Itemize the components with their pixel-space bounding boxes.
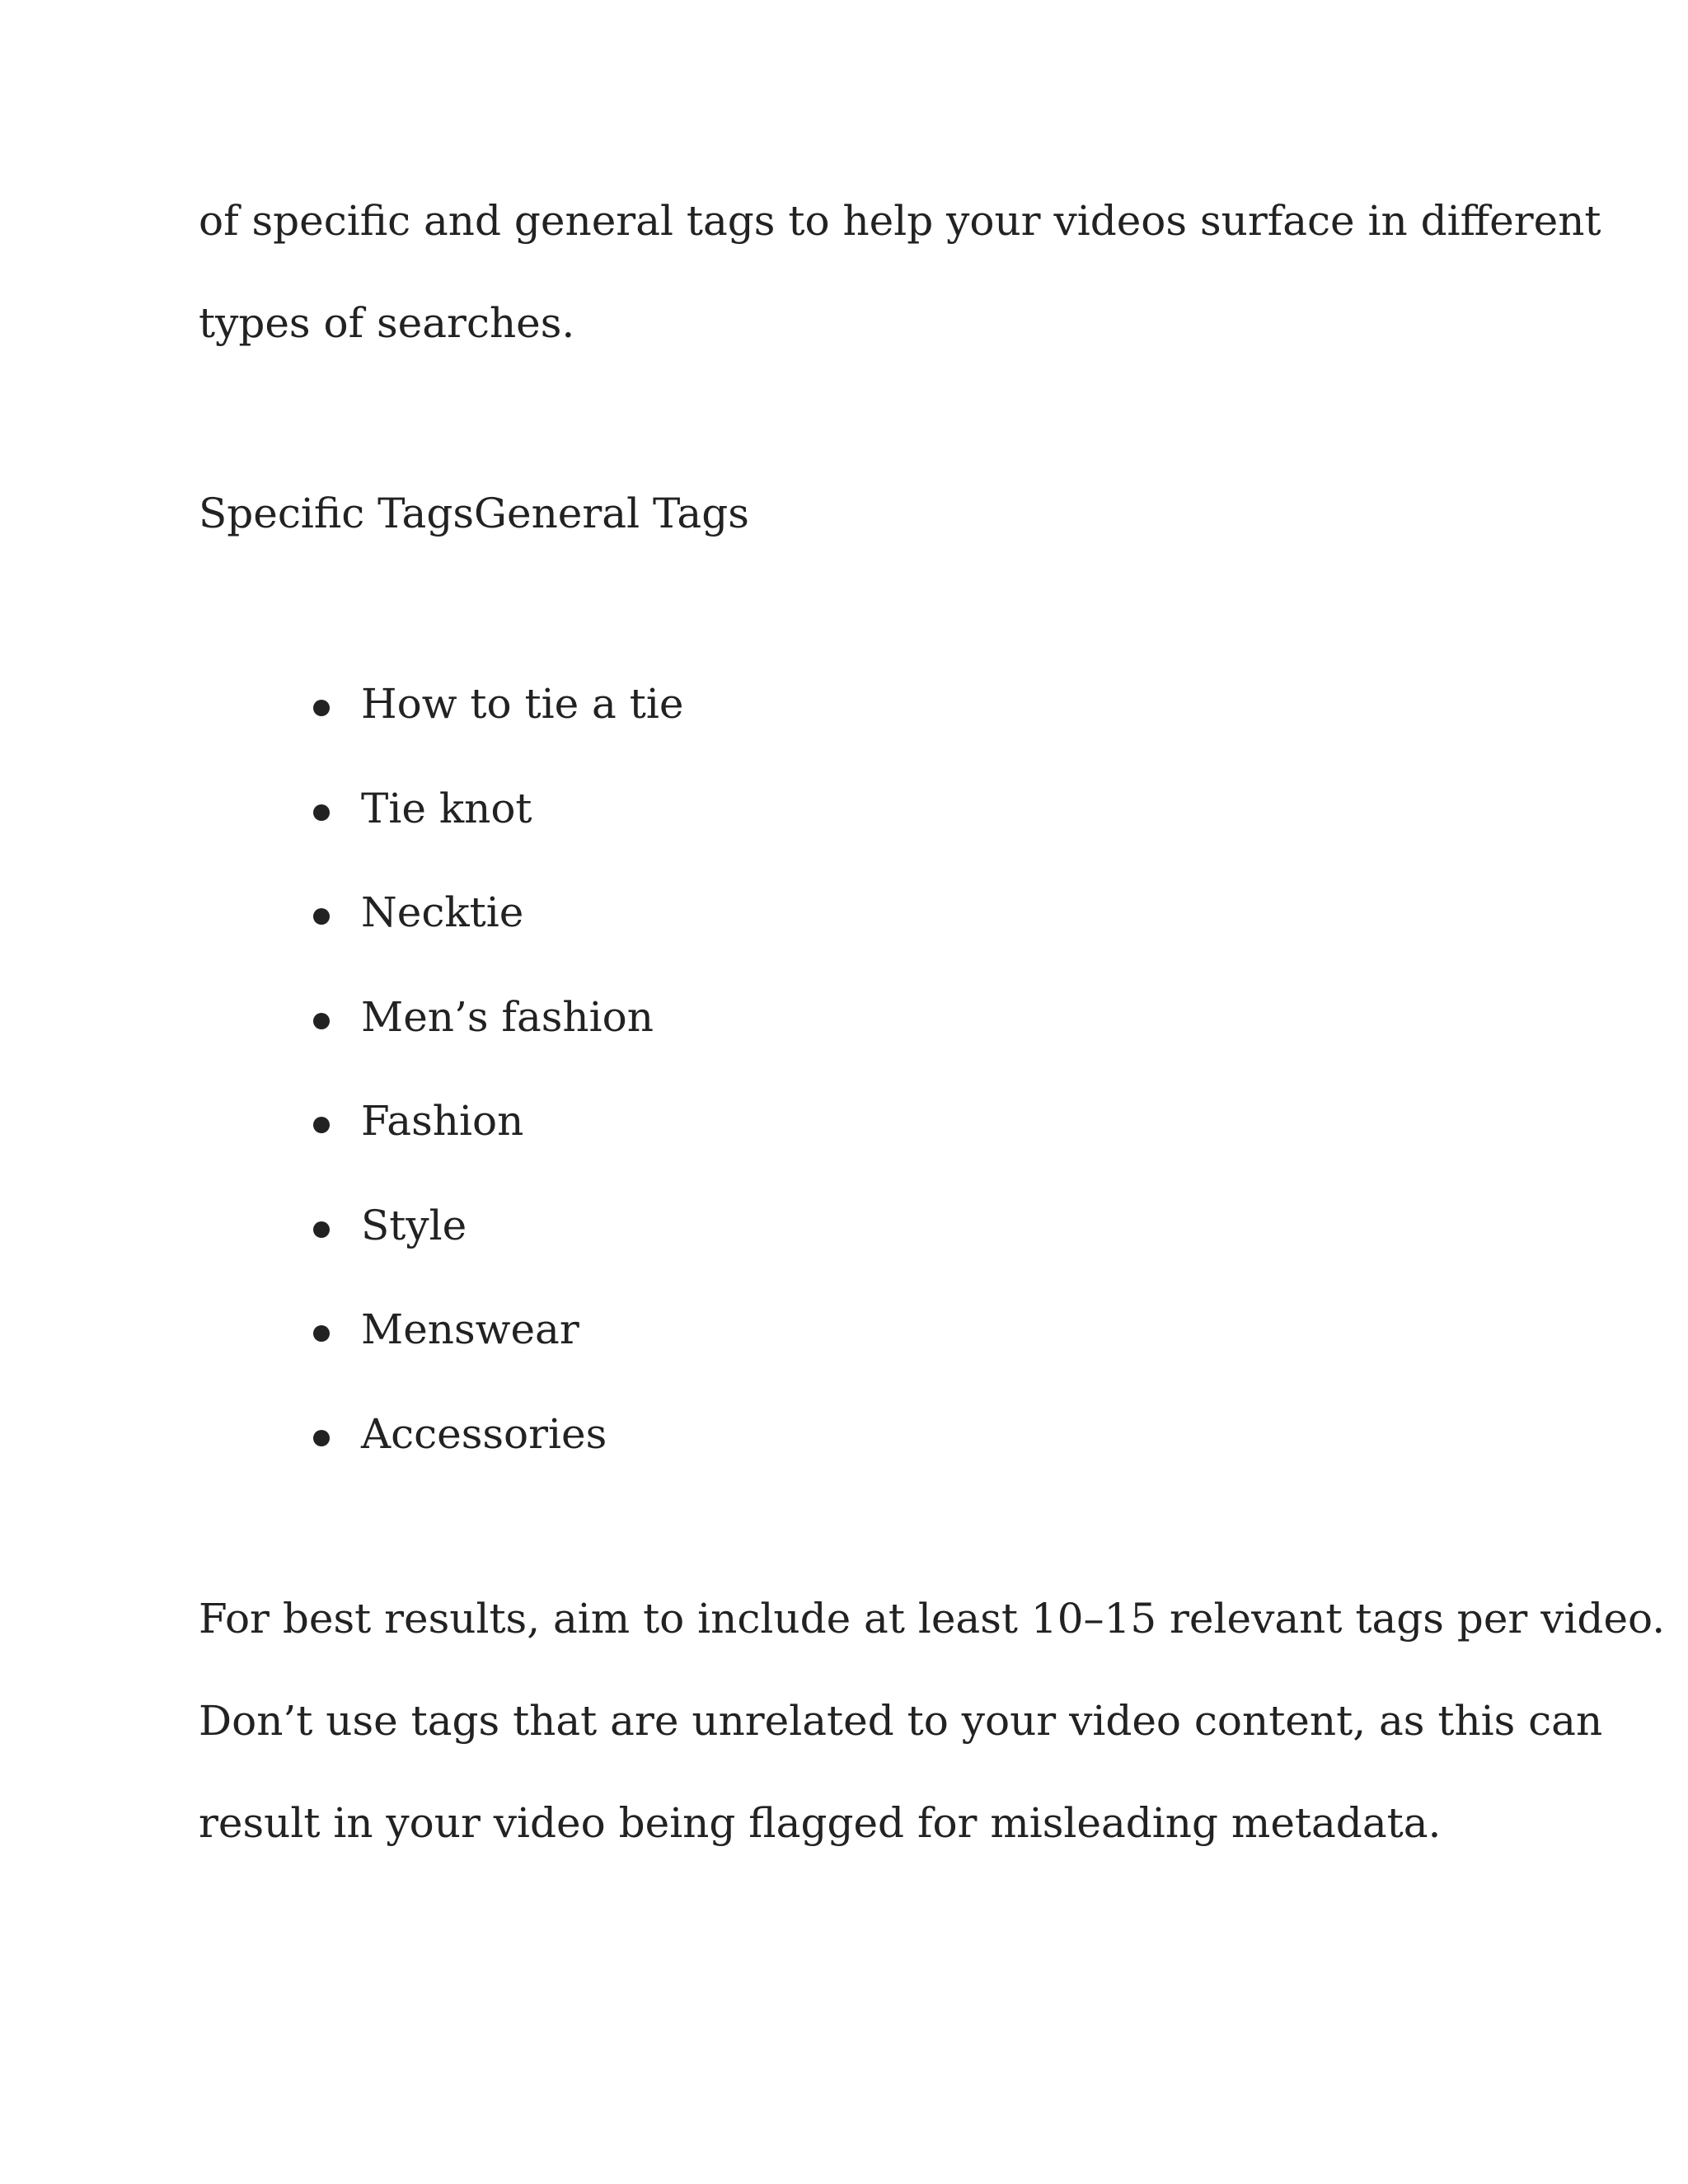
bullet-icon: [313, 700, 330, 716]
bullet-icon: [313, 1430, 330, 1446]
tag-label: Men’s fashion: [361, 992, 654, 1041]
tags-heading: Specific TagsGeneral Tags: [199, 490, 749, 537]
intro-line-1: of specific and general tags to help your videos surface in different: [199, 197, 1601, 245]
closing-line-2: Don’t use tags that are unrelated to your video content, as this can: [199, 1697, 1603, 1745]
tag-label: Menswear: [361, 1305, 579, 1353]
closing-line-1: For best results, aim to include at least 10–15 relevant tags per video.: [199, 1595, 1666, 1643]
bullet-icon: [313, 1013, 330, 1029]
tag-label: Accessories: [361, 1409, 607, 1458]
bullet-icon: [313, 908, 330, 925]
intro-line-2: types of searches.: [199, 299, 575, 347]
tag-label: Necktie: [361, 888, 524, 936]
tag-label: Style: [361, 1201, 467, 1249]
tag-label: Tie knot: [361, 784, 532, 832]
bullet-icon: [313, 1117, 330, 1133]
bullet-icon: [313, 1325, 330, 1342]
tag-label: Fashion: [361, 1097, 524, 1145]
closing-line-3: result in your video being flagged for misleading metadata.: [199, 1799, 1442, 1847]
tag-label: How to tie a tie: [361, 680, 684, 728]
bullet-icon: [313, 1221, 330, 1238]
bullet-icon: [313, 804, 330, 821]
